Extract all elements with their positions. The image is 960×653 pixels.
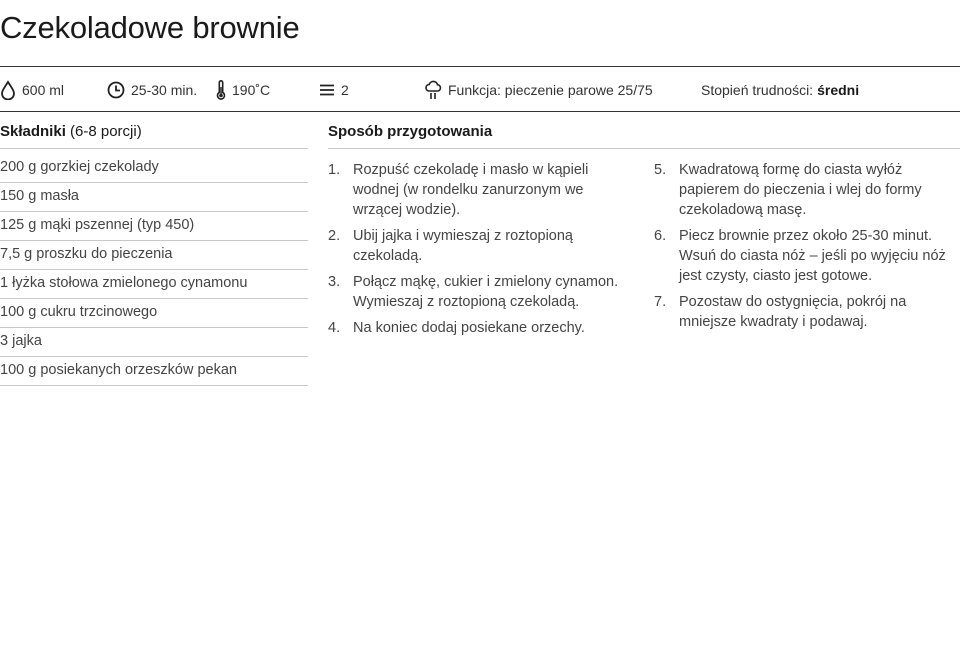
step-item (328, 272, 628, 312)
step-item (654, 160, 960, 220)
oven-level-icon (319, 83, 341, 97)
step-text: Rozpuść czekoladę i masło w kąpieli wodnej (w rondelku zanurzonym we wrzącej wodzie). (353, 162, 589, 218)
ingredient-item: 100 g posiekanych orzeszków pekan (0, 357, 308, 386)
recipe-meta-bar (0, 78, 960, 102)
ingredient-item: 7,5 g proszku do pieczenia (0, 241, 308, 270)
meta-volume (0, 78, 64, 102)
meta-function-text: Funkcja: pieczenie parowe 25/75 (448, 82, 653, 98)
ingredient-item: 3 jajka (0, 328, 308, 357)
preparation-heading: Sposób przygotowania (328, 123, 493, 140)
step-item (654, 226, 960, 286)
step-text: Kwadratową formę do ciasta wyłóż papierem do pieczenia i wlej do formy czekoladową masę. (679, 162, 922, 218)
step-number: 2. (328, 228, 341, 244)
thermometer-icon (216, 80, 232, 100)
meta-level-text: 2 (341, 82, 349, 98)
ingredient-item: 1 łyżka stołowa zmielonego cynamonu (0, 270, 308, 299)
clock-icon (107, 81, 131, 99)
meta-difficulty-value: średni (817, 82, 860, 98)
ingredients-heading-text: Składniki (0, 123, 66, 140)
step-number: 6. (654, 228, 667, 244)
steps-column-right (654, 160, 960, 338)
meta-divider (0, 111, 960, 112)
step-text: Pozostaw do ostygnięcia, pokrój na mniejsze kwadraty i podawaj. (679, 294, 907, 330)
step-number: 3. (328, 274, 341, 290)
ingredient-item: 200 g gorzkiej czekolady (0, 154, 308, 183)
recipe-title: Czekoladowe brownie (0, 10, 300, 45)
step-text: Na koniec dodaj posiekane orzechy. (353, 320, 585, 336)
meta-level (319, 78, 349, 102)
meta-difficulty (701, 78, 859, 102)
meta-time (107, 78, 197, 102)
title-divider (0, 66, 960, 67)
step-item (328, 160, 628, 220)
steam-cloud-icon (424, 80, 448, 100)
ingredients-heading (0, 123, 142, 140)
step-item (328, 318, 628, 338)
step-number: 7. (654, 294, 667, 310)
preparation-divider (328, 148, 960, 149)
ingredients-list (0, 154, 308, 386)
meta-function (424, 78, 653, 102)
step-text: Piecz brownie przez około 25-30 minut. Wsuń do ciasta nóż – jeśli po wyjęciu nóż jest czysty, ciasto jest gotowe. (679, 228, 946, 284)
step-text: Ubij jajka i wymieszaj z roztopioną czekoladą. (353, 228, 573, 264)
meta-temperature-text: 190˚C (232, 82, 271, 98)
ingredient-item: 150 g masła (0, 183, 308, 212)
step-item (328, 226, 628, 266)
ingredients-divider (0, 148, 308, 149)
meta-time-text: 25-30 min. (131, 82, 198, 98)
meta-temperature (216, 78, 270, 102)
step-item (654, 292, 960, 332)
step-number: 1. (328, 162, 341, 178)
meta-volume-text: 600 ml (22, 82, 65, 98)
step-text: Połącz mąkę, cukier i zmielony cynamon. Wymieszaj z roztopioną czekoladą. (353, 274, 619, 310)
drop-icon (0, 80, 22, 100)
step-number: 5. (654, 162, 667, 178)
ingredient-item: 125 g mąki pszennej (typ 450) (0, 212, 308, 241)
meta-difficulty-label: Stopień trudności: (701, 82, 814, 98)
steps-column-left (328, 160, 628, 344)
ingredients-portions: (6-8 porcji) (70, 123, 142, 140)
ingredient-item: 100 g cukru trzcinowego (0, 299, 308, 328)
step-number: 4. (328, 320, 341, 336)
